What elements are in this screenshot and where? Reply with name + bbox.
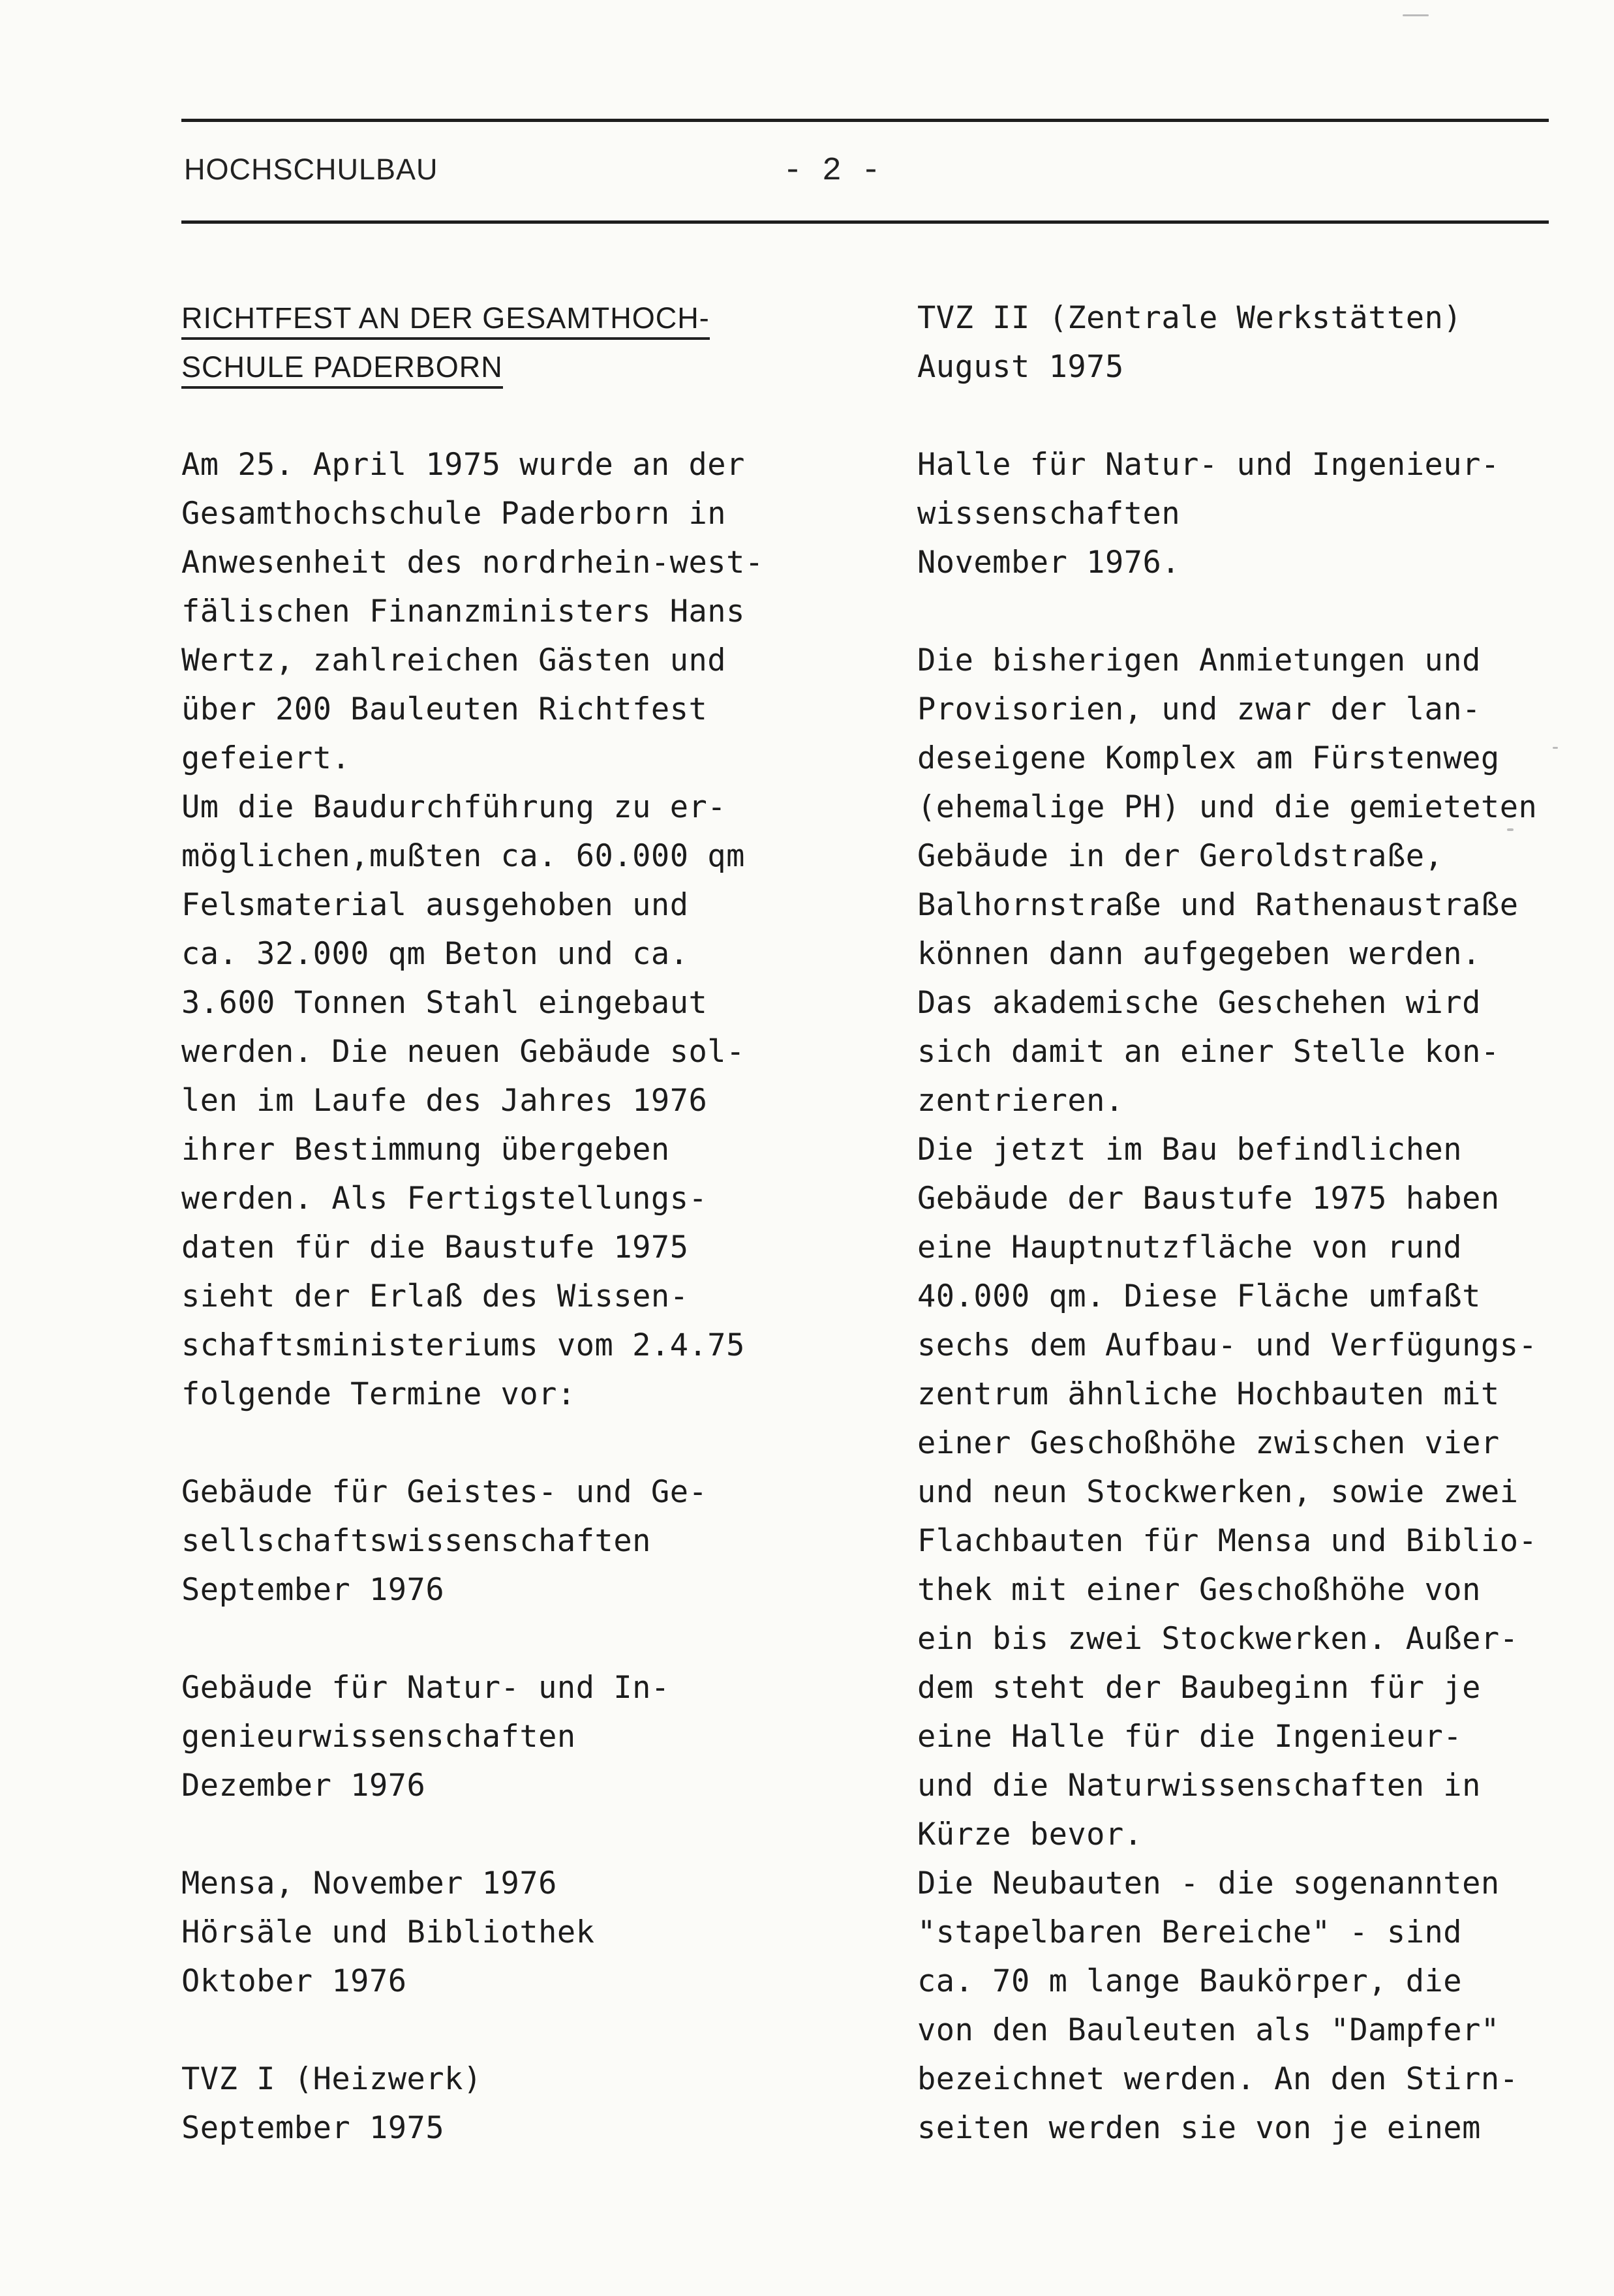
body-text-line: dem steht der Baubeginn für je xyxy=(917,1670,1481,1706)
body-text-line: 3.600 Tonnen Stahl eingebaut xyxy=(181,985,708,1021)
article-heading-line xyxy=(181,294,912,342)
body-text-line: zentrieren. xyxy=(917,1083,1124,1119)
body-text-line: Anwesenheit des nordrhein-west- xyxy=(181,545,764,581)
schedule-line: August 1975 xyxy=(917,349,1124,385)
schedule-line: TVZ I (Heizwerk) xyxy=(181,2061,482,2097)
page-number: - 2 - xyxy=(783,153,881,190)
body-text-line: schaftsministeriums vom 2.4.75 xyxy=(181,1327,745,1363)
body-text-line: eine Hauptnutzfläche von rund xyxy=(917,1230,1463,1265)
body-text-line: sechs dem Aufbau- und Verfügungs- xyxy=(917,1327,1538,1363)
heading-underlined-text: RICHTFEST AN DER GESAMTHOCH- xyxy=(181,301,710,340)
paragraph-gap xyxy=(917,391,1602,440)
body-text-line: Gesamthochschule Paderborn in xyxy=(181,496,727,532)
body-text-line: Gebäude in der Geroldstraße, xyxy=(917,838,1444,874)
body-text-line: über 200 Bauleuten Richtfest xyxy=(181,691,708,727)
running-header-title: HOCHSCHULBAU xyxy=(184,153,438,186)
header-rule-bottom xyxy=(181,220,1549,224)
body-text-line: ein bis zwei Stockwerken. Außer- xyxy=(917,1621,1519,1657)
paragraph-gap xyxy=(181,1419,912,1468)
body-text-line: eine Halle für die Ingenieur- xyxy=(917,1719,1463,1755)
body-text-line: Gebäude der Baustufe 1975 haben xyxy=(917,1181,1500,1216)
article-heading-line xyxy=(181,342,912,391)
body-text-line: fälischen Finanzministers Hans xyxy=(181,594,745,629)
body-text-line: (ehemalige PH) und die gemieteten xyxy=(917,789,1538,825)
body-text-line: Die jetzt im Bau befindlichen xyxy=(917,1132,1463,1168)
body-text-line: bezeichnet werden. An den Stirn- xyxy=(917,2061,1519,2097)
body-text-line: werden. Als Fertigstellungs- xyxy=(181,1181,708,1216)
schedule-line: Dezember 1976 xyxy=(181,1768,426,1804)
body-text-line: ca. 32.000 qm Beton und ca. xyxy=(181,936,689,972)
schedule-line: genieurwissenschaften xyxy=(181,1719,576,1755)
body-text-line: ca. 70 m lange Baukörper, die xyxy=(917,1963,1463,1999)
body-text-line: Die Neubauten - die sogenannten xyxy=(917,1865,1500,1901)
body-text-line: sieht der Erlaß des Wissen- xyxy=(181,1278,689,1314)
body-text-line: Um die Baudurchführung zu er- xyxy=(181,789,727,825)
header-rule-top xyxy=(181,119,1549,122)
scan-speck xyxy=(1553,747,1558,749)
body-text-line: thek mit einer Geschoßhöhe von xyxy=(917,1572,1481,1608)
body-text-line: Provisorien, und zwar der lan- xyxy=(917,691,1481,727)
schedule-line: September 1975 xyxy=(181,2110,445,2146)
body-text-line: Kürze bevor. xyxy=(917,1817,1143,1852)
schedule-line: Halle für Natur- und Ingenieur- xyxy=(917,447,1500,483)
schedule-line: TVZ II (Zentrale Werkstätten) xyxy=(917,300,1463,336)
body-text-line: Felsmaterial ausgehoben und xyxy=(181,887,689,923)
paragraph-gap xyxy=(917,587,1602,636)
body-text-line: Balhornstraße und Rathenaustraße xyxy=(917,887,1519,923)
body-text-line: Am 25. April 1975 wurde an der xyxy=(181,447,745,483)
body-text-line: und neun Stockwerken, sowie zwei xyxy=(917,1474,1519,1510)
paragraph-gap xyxy=(181,1614,912,1663)
heading-underlined-text: SCHULE PADERBORN xyxy=(181,350,503,389)
schedule-line: Gebäude für Natur- und In- xyxy=(181,1670,670,1706)
left-column xyxy=(181,294,912,2152)
body-text-line: folgende Termine vor: xyxy=(181,1376,576,1412)
body-text-line: einer Geschoßhöhe zwischen vier xyxy=(917,1425,1500,1461)
schedule-line: Gebäude für Geistes- und Ge- xyxy=(181,1474,708,1510)
body-text-line: seiten werden sie von je einem xyxy=(917,2110,1481,2146)
body-text-line: len im Laufe des Jahres 1976 xyxy=(181,1083,708,1119)
paragraph-gap xyxy=(181,2006,912,2055)
body-text-line: möglichen,mußten ca. 60.000 qm xyxy=(181,838,745,874)
schedule-line: sellschaftswissenschaften xyxy=(181,1523,651,1559)
body-text-line: daten für die Baustufe 1975 xyxy=(181,1230,689,1265)
body-text-line: deseigene Komplex am Fürstenweg xyxy=(917,740,1500,776)
body-text-line: 40.000 qm. Diese Fläche umfaßt xyxy=(917,1278,1481,1314)
body-text-line: zentrum ähnliche Hochbauten mit xyxy=(917,1376,1500,1412)
scan-speck xyxy=(1507,828,1514,831)
body-text-line: können dann aufgegeben werden. xyxy=(917,936,1481,972)
schedule-line: September 1976 xyxy=(181,1572,445,1608)
schedule-line: Mensa, November 1976 xyxy=(181,1865,557,1901)
schedule-line: November 1976. xyxy=(917,545,1181,581)
body-text-line: "stapelbaren Bereiche" - sind xyxy=(917,1914,1463,1950)
body-text-line: von den Bauleuten als "Dampfer" xyxy=(917,2012,1500,2048)
paragraph-gap xyxy=(181,1810,912,1859)
right-column xyxy=(917,294,1602,2152)
body-text-line: Das akademische Geschehen wird xyxy=(917,985,1481,1021)
body-text-line: sich damit an einer Stelle kon- xyxy=(917,1034,1500,1070)
paragraph-gap xyxy=(181,391,912,440)
scan-speck xyxy=(1403,14,1429,16)
body-text-line: Flachbauten für Mensa und Biblio- xyxy=(917,1523,1538,1559)
schedule-line: wissenschaften xyxy=(917,496,1181,532)
schedule-line: Oktober 1976 xyxy=(181,1963,407,1999)
body-text-line: Wertz, zahlreichen Gästen und xyxy=(181,642,727,678)
body-text-line: und die Naturwissenschaften in xyxy=(917,1768,1481,1804)
body-text-line: ihrer Bestimmung übergeben xyxy=(181,1132,670,1168)
body-text-line: Die bisherigen Anmietungen und xyxy=(917,642,1481,678)
body-text-line: werden. Die neuen Gebäude sol- xyxy=(181,1034,745,1070)
schedule-line: Hörsäle und Bibliothek xyxy=(181,1914,595,1950)
body-text-line: gefeiert. xyxy=(181,740,351,776)
